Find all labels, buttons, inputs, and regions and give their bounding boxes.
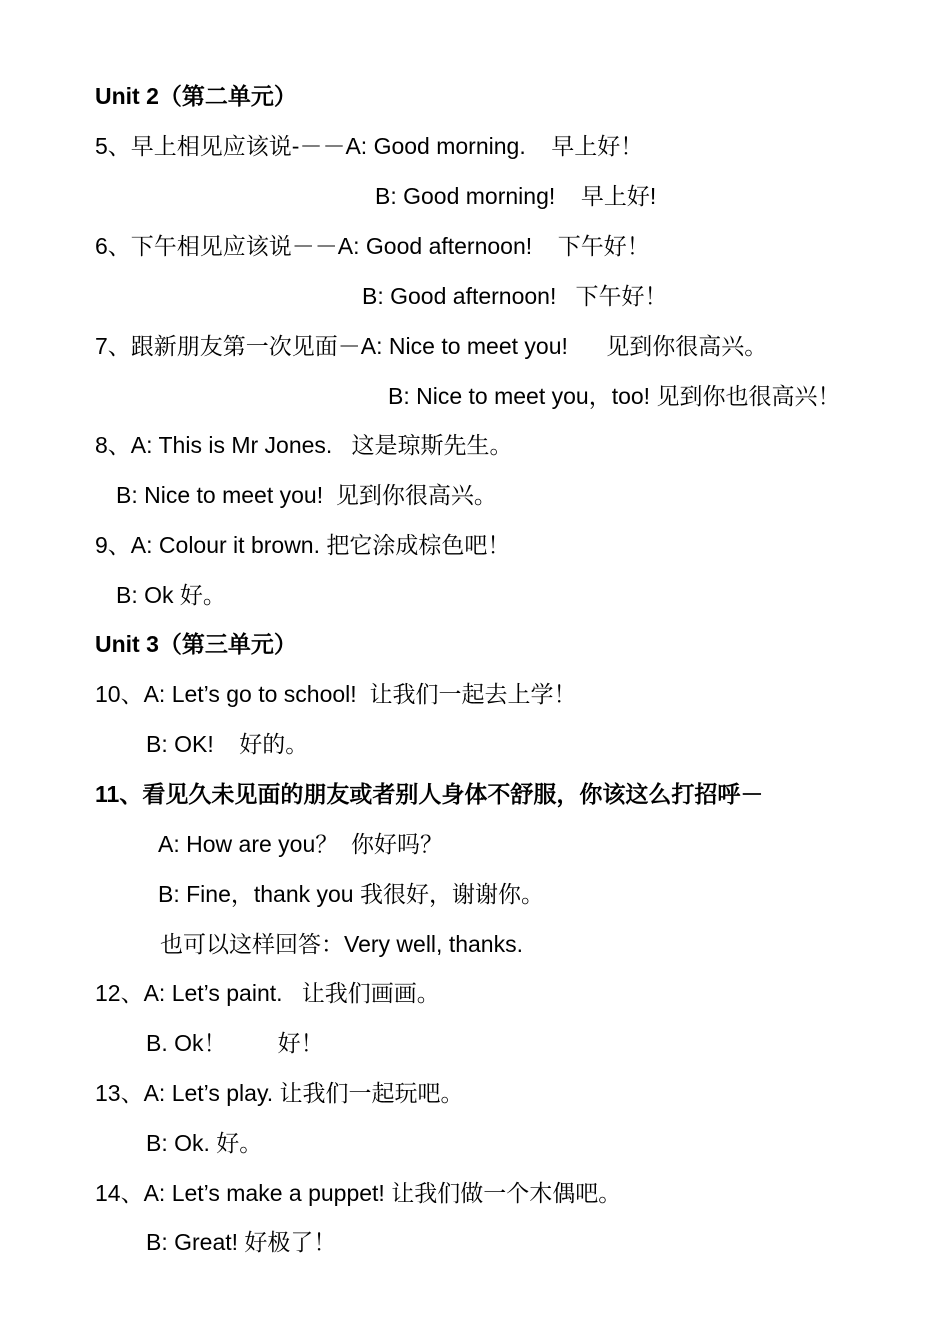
item11-line-b: B: Fine，thank you 我很好，谢谢你。 [158, 881, 544, 907]
item13-line-b: B: Ok. 好。 [146, 1130, 263, 1156]
item11-prompt: 11、看见久未见面的朋友或者别人身体不舒服，你该这么打招呼－ [95, 781, 764, 807]
item8-line-a: 8、A: This is Mr Jones. 这是琼斯先生。 [95, 432, 513, 458]
unit3-heading: Unit 3（第三单元） [95, 631, 297, 657]
item12-line-a: 12、A: Let’s paint. 让我们画画。 [95, 980, 440, 1006]
item6-line-b: B: Good afternoon! 下午好！ [362, 283, 668, 309]
item7-line-b: B: Nice to meet you，too! 见到你也很高兴！ [388, 383, 841, 409]
item14-line-a: 14、A: Let’s make a puppet! 让我们做一个木偶吧。 [95, 1180, 622, 1206]
item9-line-b: B: Ok 好。 [116, 582, 226, 608]
item9-line-a: 9、A: Colour it brown. 把它涂成棕色吧！ [95, 532, 511, 558]
item5-line-a: 5、早上相见应该说-－－A: Good morning. 早上好！ [95, 133, 644, 159]
item10-line-a: 10、A: Let’s go to school! 让我们一起去上学！ [95, 681, 577, 707]
item10-line-b: B: OK! 好的。 [146, 731, 309, 757]
item11-line-a: A: How are you？ 你好吗？ [158, 831, 444, 857]
unit2-heading: Unit 2（第二单元） [95, 83, 297, 109]
item6-line-a: 6、下午相见应该说－－A: Good afternoon! 下午好！ [95, 233, 650, 259]
item5-line-b: B: Good morning! 早上好! [375, 183, 657, 209]
item12-line-b: B. Ok！ 好！ [146, 1030, 324, 1056]
item8-line-b: B: Nice to meet you! 见到你很高兴。 [116, 482, 497, 508]
item14-line-b: B: Great! 好极了！ [146, 1229, 337, 1255]
item13-line-a: 13、A: Let’s play. 让我们一起玩吧。 [95, 1080, 464, 1106]
item7-line-a: 7、跟新朋友第一次见面－A: Nice to meet you! 见到你很高兴。 [95, 333, 768, 359]
item11-alternative: 也可以这样回答：Very well, thanks. [160, 931, 523, 957]
